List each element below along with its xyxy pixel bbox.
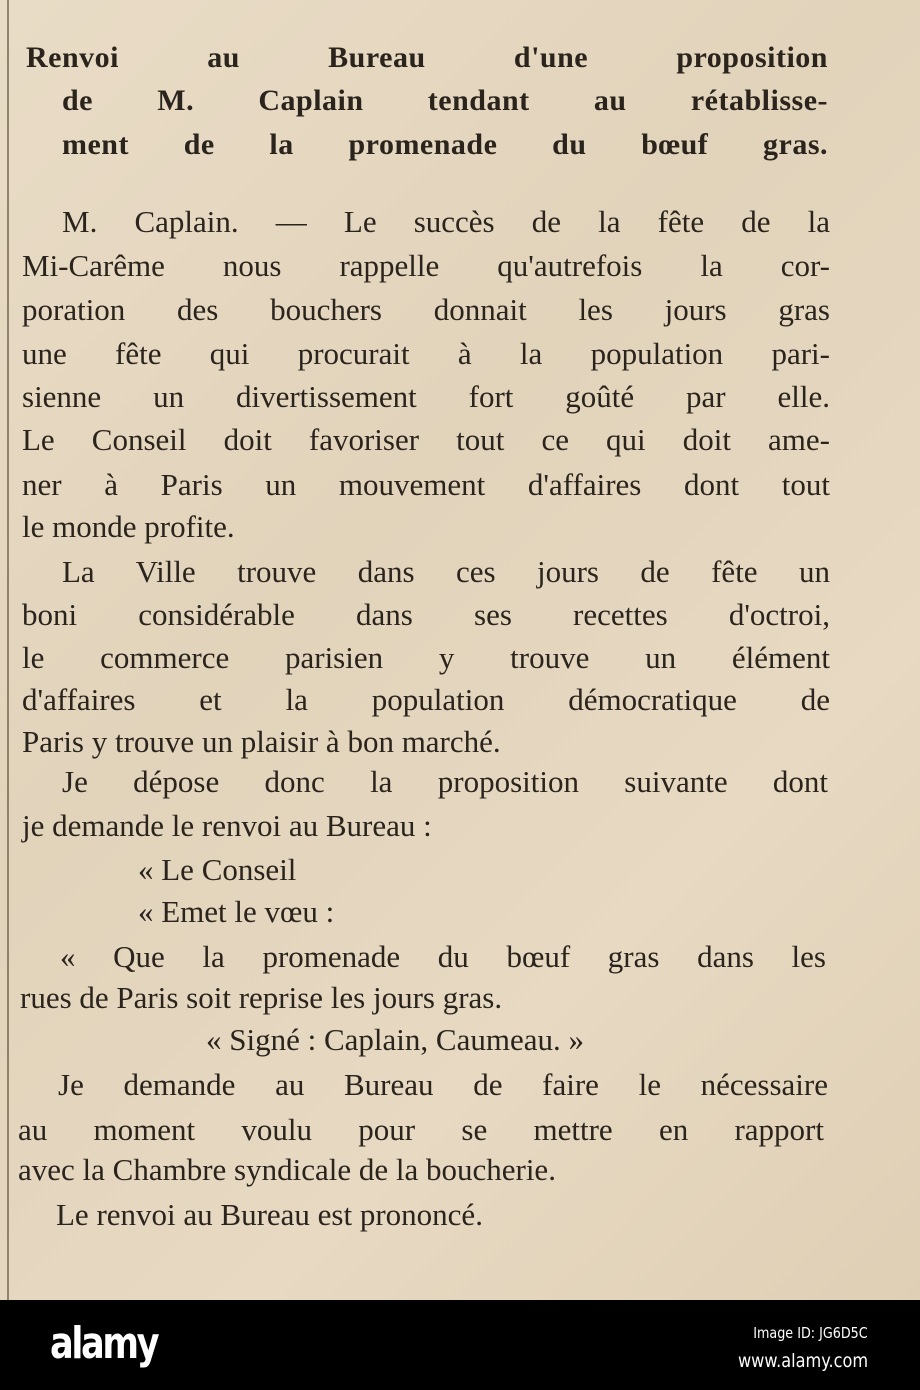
article-text-line: sienne un divertissement fort goûté par elle. xyxy=(22,379,830,414)
alamy-logo: alamy xyxy=(50,1318,158,1369)
article-text-line: le commerce parisien y trouve un élément xyxy=(22,640,830,675)
article-text-line: rues de Paris soit reprise les jours gras. xyxy=(20,980,503,1015)
article-text-line: « Emet le vœu : xyxy=(138,894,335,929)
image-id: Image ID: JG6D5C xyxy=(753,1324,868,1342)
column-rule xyxy=(7,0,9,1300)
article-text-line: « Signé : Caplain, Caumeau. » xyxy=(206,1022,584,1057)
article-text-line: Paris y trouve un plaisir à bon marché. xyxy=(22,724,501,759)
article-title-line: Renvoi au Bureau d'une proposition xyxy=(26,41,828,74)
article-text-line: une fête qui procurait à la population pari- xyxy=(22,336,830,371)
article-text-line: M. Caplain. — Le succès de la fête de la xyxy=(62,204,830,239)
article-text-line: Mi-Carême nous rappelle qu'autrefois la cor- xyxy=(22,248,830,283)
article-text-line: Le renvoi au Bureau est prononcé. xyxy=(56,1197,483,1232)
article-text-line: La Ville trouve dans ces jours de fête un xyxy=(62,554,830,589)
article-text-line: « Le Conseil xyxy=(138,852,297,887)
article-title-line: ment de la promenade du bœuf gras. xyxy=(62,128,828,161)
article-text-line: le monde profite. xyxy=(22,509,235,544)
article-text-line: Je demande au Bureau de faire le nécessaire xyxy=(58,1067,828,1102)
article-title-line: de M. Caplain tendant au rétablisse- xyxy=(62,84,828,117)
article-text-line: boni considérable dans ses recettes d'octroi, xyxy=(22,597,830,632)
stock-banner xyxy=(0,1300,920,1390)
article-text-line: au moment voulu pour se mettre en rapport xyxy=(18,1112,824,1147)
article-text-line: d'affaires et la population démocratique de xyxy=(22,682,830,717)
article-text-line: avec la Chambre syndicale de la boucherie. xyxy=(18,1152,556,1187)
article-text-line: poration des bouchers donnait les jours gras xyxy=(22,292,830,327)
website-link: www.alamy.com xyxy=(737,1350,868,1372)
article-text-line: je demande le renvoi au Bureau : xyxy=(22,808,432,843)
article-text-line: Je dépose donc la proposition suivante dont xyxy=(62,764,828,799)
article-text-line: « Que la promenade du bœuf gras dans les xyxy=(60,939,826,974)
article-text-line: Le Conseil doit favoriser tout ce qui doit ame- xyxy=(22,422,830,457)
article-text-line: ner à Paris un mouvement d'affaires dont tout xyxy=(22,467,830,502)
